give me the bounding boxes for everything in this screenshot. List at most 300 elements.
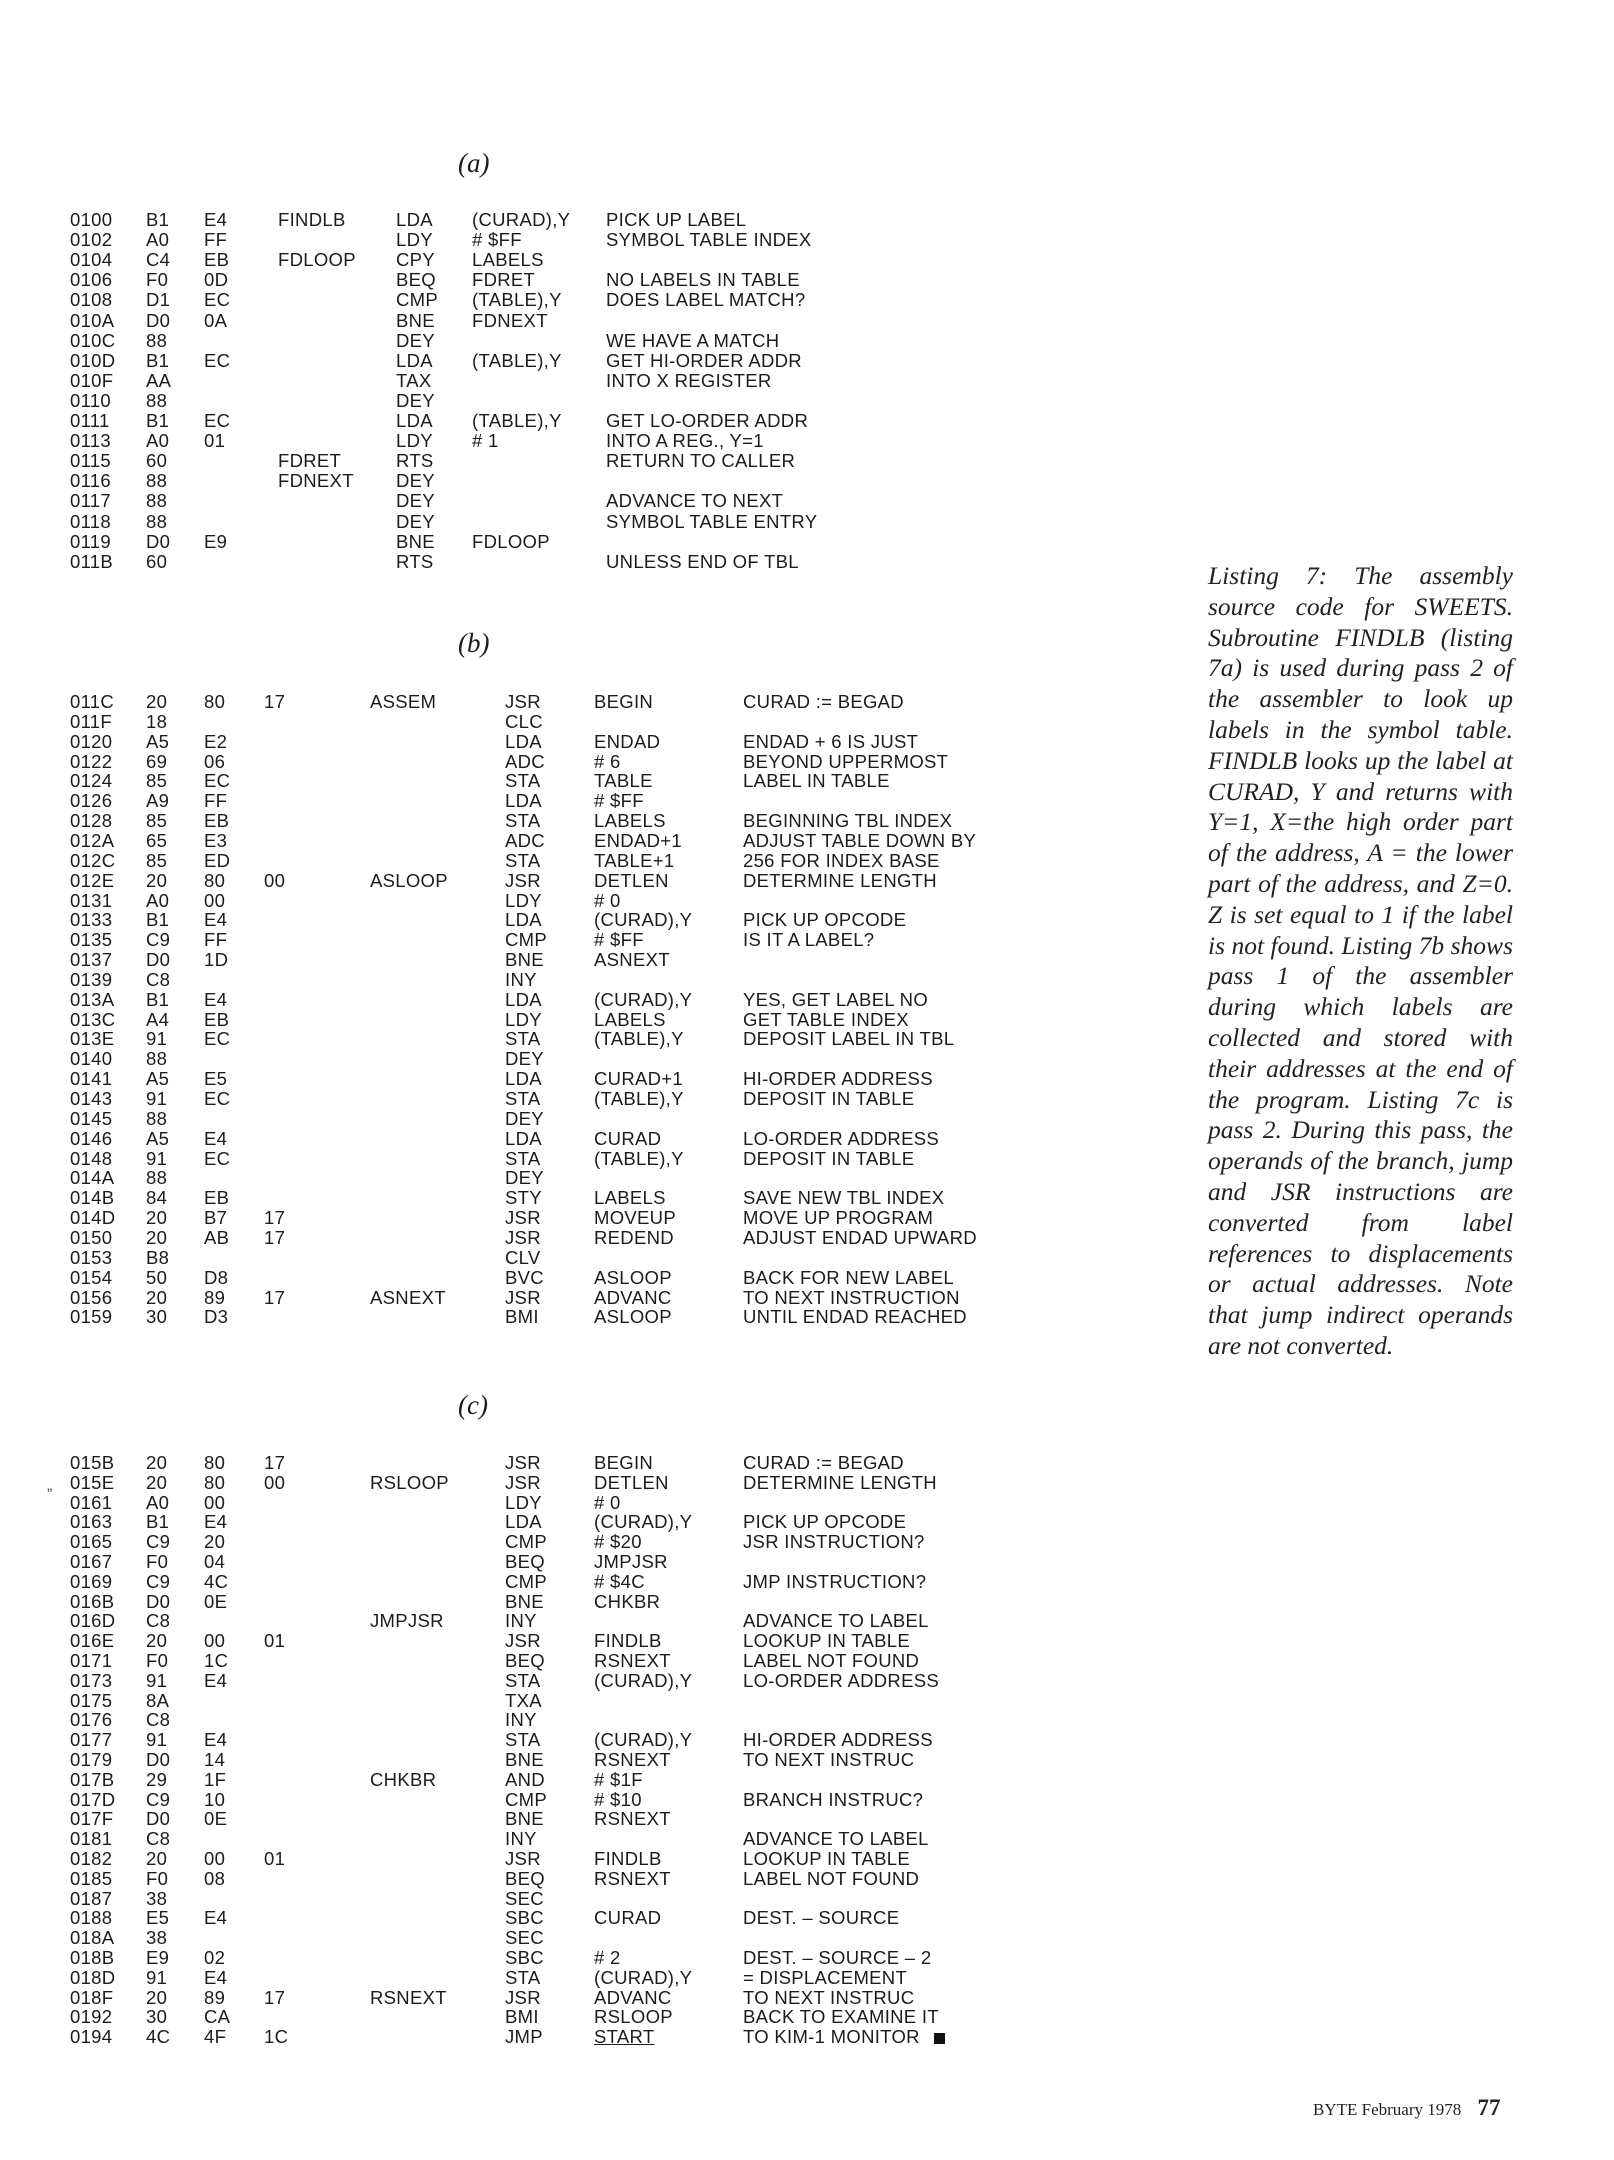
code-op1: 20	[146, 1452, 168, 1473]
code-op2: EB	[204, 249, 230, 271]
code-op2: E4	[204, 909, 228, 931]
code-op1: 20	[146, 1286, 168, 1308]
code-mnemonic: SBC	[505, 1947, 544, 1968]
code-op1: 85	[146, 810, 168, 832]
code-op3: 01	[264, 1848, 286, 1869]
code-operand: LABELS	[472, 249, 544, 271]
code-mnemonic: DEY	[396, 470, 435, 492]
code-op2: E5	[204, 1068, 228, 1090]
code-operand: (TABLE),Y	[594, 1088, 684, 1109]
code-operand: ADVANC	[594, 1986, 672, 2008]
code-op2: 4F	[204, 2026, 227, 2048]
code-label: ASSEM	[370, 691, 437, 712]
code-comment: TO NEXT INSTRUC	[743, 1986, 915, 2008]
code-addr: 0111	[70, 410, 110, 431]
code-comment: DEST. – SOURCE – 2	[743, 1947, 932, 1968]
code-mnemonic: DEY	[396, 329, 435, 351]
code-addr: 0173	[70, 1669, 113, 1691]
code-mnemonic: SBC	[505, 1907, 544, 1929]
code-op1: D0	[146, 1749, 171, 1770]
code-op2: E3	[204, 829, 228, 851]
code-op2: E4	[204, 1669, 228, 1691]
code-op1: D0	[146, 1808, 171, 1830]
code-mnemonic: BNE	[505, 1590, 544, 1612]
code-comment: LABEL NOT FOUND	[743, 1650, 920, 1671]
code-comment: LO-ORDER ADDRESS	[743, 1127, 940, 1149]
code-addr: 0108	[70, 289, 113, 311]
code-operand: DETLEN	[594, 1471, 669, 1493]
code-mnemonic: CMP	[396, 289, 439, 311]
code-comment: BRANCH INSTRUC?	[743, 1788, 924, 1810]
code-comment: YES, GET LABEL NO	[743, 988, 929, 1010]
page-footer	[1313, 2095, 1501, 2121]
code-comment: CURAD := BEGAD	[743, 1452, 904, 1473]
code-addr: 0102	[70, 229, 113, 251]
code-mnemonic: CMP	[505, 1788, 548, 1810]
code-comment: CURAD := BEGAD	[743, 691, 904, 712]
code-comment: ADVANCE TO NEXT	[606, 490, 784, 512]
code-mnemonic: STA	[505, 849, 541, 871]
code-op2: EC	[204, 289, 231, 311]
code-addr: 010D	[70, 349, 116, 371]
code-op2: 02	[204, 1947, 226, 1968]
code-mnemonic: SEC	[505, 1887, 544, 1909]
code-addr: 0118	[70, 510, 111, 532]
code-comment: NO LABELS IN TABLE	[606, 269, 800, 291]
magazine-issue: BYTE February 1978	[1313, 2100, 1462, 2119]
code-comment: ENDAD + 6 IS JUST	[743, 730, 919, 752]
code-addr: 0163	[70, 1511, 113, 1533]
code-mnemonic: INY	[505, 1610, 537, 1632]
code-operand: JMPJSR	[594, 1551, 668, 1572]
code-label: FINDLB	[278, 209, 346, 230]
code-operand: RSLOOP	[594, 2006, 673, 2028]
code-addr: 0192	[70, 2006, 113, 2028]
code-op1: B1	[146, 349, 170, 371]
code-addr: 0159	[70, 1306, 113, 1328]
code-mnemonic: LDA	[505, 909, 542, 931]
code-label: CHKBR	[370, 1768, 437, 1790]
code-op2: FF	[204, 229, 228, 251]
code-addr: 0120	[70, 730, 113, 752]
code-op2: 4C	[204, 1570, 229, 1592]
code-op2: 20	[204, 1531, 226, 1553]
code-operand: ENDAD+1	[594, 829, 682, 851]
code-op1: D0	[146, 309, 171, 331]
code-op2: 04	[204, 1551, 226, 1572]
code-mnemonic: BNE	[505, 949, 544, 971]
code-op3: 00	[264, 1471, 286, 1493]
code-op3: 17	[264, 1986, 286, 2008]
code-addr: 010F	[70, 369, 114, 391]
code-op1: A0	[146, 889, 170, 911]
code-op1: 85	[146, 849, 168, 871]
code-mnemonic: DEY	[396, 490, 435, 512]
code-op2: FF	[204, 790, 228, 812]
code-op1: C8	[146, 968, 171, 990]
code-mnemonic: TAX	[396, 369, 432, 391]
code-label: RSNEXT	[370, 1986, 447, 2008]
code-op1: 20	[146, 869, 168, 891]
code-mnemonic: JMP	[505, 2026, 543, 2048]
code-mnemonic: BMI	[505, 1306, 539, 1328]
code-op1: 91	[146, 1669, 168, 1691]
code-op1: 4C	[146, 2026, 171, 2048]
code-addr: 0179	[70, 1749, 113, 1770]
code-op2: 1F	[204, 1768, 227, 1790]
code-mnemonic: ADC	[505, 829, 545, 851]
code-mnemonic: LDA	[505, 1068, 542, 1090]
code-comment: GET HI-ORDER ADDR	[606, 349, 802, 371]
code-mnemonic: BMI	[505, 2006, 539, 2028]
code-operand: ASNEXT	[594, 949, 670, 971]
code-op2: 80	[204, 869, 226, 891]
code-comment: SAVE NEW TBL INDEX	[743, 1187, 945, 1209]
code-mnemonic: DEY	[396, 389, 435, 411]
code-addr: 0141	[70, 1068, 113, 1090]
code-addr: 014D	[70, 1207, 116, 1229]
code-op2: 89	[204, 1286, 226, 1308]
code-mnemonic: STY	[505, 1187, 542, 1209]
code-operand: FDRET	[472, 269, 536, 291]
code-addr: 0181	[70, 1828, 113, 1850]
code-mnemonic: RTS	[396, 450, 434, 472]
code-comment: GET LO-ORDER ADDR	[606, 410, 809, 431]
code-op1: E9	[146, 1947, 170, 1968]
code-operand: (CURAD),Y	[594, 1729, 693, 1751]
code-op2: FF	[204, 929, 228, 951]
code-op1: 38	[146, 1927, 168, 1949]
code-operand: ADVANC	[594, 1286, 672, 1308]
code-comment: ADJUST TABLE DOWN BY	[743, 829, 977, 851]
code-operand: FINDLB	[594, 1848, 662, 1869]
listing-a-heading: (a)	[458, 148, 490, 178]
code-op1: 91	[146, 1028, 168, 1050]
code-op1: C8	[146, 1709, 171, 1731]
code-mnemonic: LDA	[505, 790, 542, 812]
code-op2: D3	[204, 1306, 229, 1328]
code-op1: 69	[146, 750, 168, 772]
code-op1: 20	[146, 691, 168, 712]
code-mnemonic: BNE	[396, 309, 435, 331]
code-op2: 01	[204, 430, 226, 452]
code-comment: BACK TO EXAMINE IT	[743, 2006, 939, 2028]
code-comment: RETURN TO CALLER	[606, 450, 796, 472]
code-mnemonic: DEY	[505, 1107, 544, 1129]
code-op2: 06	[204, 750, 226, 772]
code-comment: TO NEXT INSTRUC	[743, 1749, 915, 1770]
code-addr: 017D	[70, 1788, 116, 1810]
code-addr: 015E	[70, 1471, 115, 1493]
code-mnemonic: LDY	[396, 430, 433, 452]
code-mnemonic: JSR	[505, 1630, 541, 1652]
code-comment: PICK UP OPCODE	[743, 1511, 907, 1533]
code-op2: EC	[204, 770, 231, 792]
code-op1: 38	[146, 1887, 168, 1909]
code-addr: 011B	[70, 550, 114, 572]
code-operand: # $FF	[594, 929, 644, 951]
code-operand: DETLEN	[594, 869, 669, 891]
code-op3: 17	[264, 1286, 286, 1308]
code-addr: 0104	[70, 249, 113, 271]
code-addr: 018B	[70, 1947, 115, 1968]
code-op1: 85	[146, 770, 168, 792]
code-mnemonic: JSR	[505, 1207, 541, 1229]
code-op1: A5	[146, 730, 170, 752]
code-op2: EC	[204, 349, 231, 371]
code-addr: 0188	[70, 1907, 113, 1929]
code-operand: # $4C	[594, 1570, 645, 1592]
code-comment: JSR INSTRUCTION?	[743, 1531, 925, 1553]
code-mnemonic: JSR	[505, 1986, 541, 2008]
code-mnemonic: JSR	[505, 1452, 541, 1473]
code-operand: ASLOOP	[594, 1306, 672, 1328]
code-addr: 0131	[70, 889, 113, 911]
code-op2: AB	[204, 1226, 230, 1248]
code-addr: 0137	[70, 949, 113, 971]
code-addr: 0182	[70, 1848, 113, 1869]
code-mnemonic: BVC	[505, 1266, 544, 1288]
code-comment: 256 FOR INDEX BASE	[743, 849, 940, 871]
code-op2: EB	[204, 1187, 230, 1209]
code-op1: 91	[146, 1088, 168, 1109]
code-addr: 0140	[70, 1048, 113, 1070]
code-addr: 014B	[70, 1187, 115, 1209]
code-op1: 20	[146, 1207, 168, 1229]
code-comment: PICK UP LABEL	[606, 209, 747, 230]
code-op1: 88	[146, 1107, 168, 1129]
code-mnemonic: STA	[505, 1088, 541, 1109]
code-mnemonic: RTS	[396, 550, 434, 572]
code-operand: REDEND	[594, 1226, 674, 1248]
code-op1: A5	[146, 1068, 170, 1090]
code-addr: 0167	[70, 1551, 113, 1572]
code-comment: = DISPLACEMENT	[743, 1966, 908, 1988]
code-op1: B1	[146, 1511, 170, 1533]
code-op1: A9	[146, 790, 170, 812]
code-op1: D0	[146, 530, 171, 552]
code-comment: HI-ORDER ADDRESS	[743, 1729, 933, 1751]
code-operand: CURAD	[594, 1907, 662, 1929]
code-operand: RSNEXT	[594, 1867, 671, 1889]
code-operand: FDNEXT	[472, 309, 548, 331]
code-op2: 00	[204, 1491, 226, 1513]
code-mnemonic: INY	[505, 1709, 537, 1731]
code-operand: TABLE+1	[594, 849, 675, 871]
code-comment: LOOKUP IN TABLE	[743, 1630, 910, 1652]
code-op2: 80	[204, 691, 226, 712]
code-mnemonic: LDA	[396, 209, 433, 230]
code-mnemonic: SEC	[505, 1927, 544, 1949]
code-mnemonic: CPY	[396, 249, 435, 271]
code-comment: GET TABLE INDEX	[743, 1008, 909, 1030]
code-op2: EC	[204, 1028, 231, 1050]
code-mnemonic: LDY	[505, 1491, 542, 1513]
code-op2: 80	[204, 1452, 226, 1473]
code-addr: 0187	[70, 1887, 113, 1909]
code-mnemonic: CLC	[505, 710, 543, 732]
code-addr: 013A	[70, 988, 115, 1010]
code-addr: 0150	[70, 1226, 113, 1248]
code-mnemonic: LDA	[505, 730, 542, 752]
page-number: 77	[1477, 2095, 1501, 2120]
code-comment: DETERMINE LENGTH	[743, 869, 937, 891]
code-addr: 0122	[70, 750, 113, 772]
code-addr: 0146	[70, 1127, 113, 1149]
code-operand: (TABLE),Y	[472, 410, 562, 431]
code-addr: 018F	[70, 1986, 114, 2008]
code-addr: 011C	[70, 691, 115, 712]
code-addr: 0175	[70, 1689, 113, 1711]
code-op2: ED	[204, 849, 231, 871]
code-op2: 80	[204, 1471, 226, 1493]
code-addr: 015B	[70, 1452, 115, 1473]
code-label: RSLOOP	[370, 1471, 449, 1493]
code-operand: TABLE	[594, 770, 653, 792]
code-mnemonic: ADC	[505, 750, 545, 772]
code-op2: 00	[204, 1848, 226, 1869]
code-addr: 012C	[70, 849, 116, 871]
code-label: ASNEXT	[370, 1286, 446, 1308]
code-operand: RSNEXT	[594, 1650, 671, 1671]
code-mnemonic: STA	[505, 1669, 541, 1691]
code-op2: CA	[204, 2006, 231, 2028]
code-comment: BACK FOR NEW LABEL	[743, 1266, 955, 1288]
code-op1: A5	[146, 1127, 170, 1149]
code-operand: ENDAD	[594, 730, 661, 752]
code-mnemonic: STA	[505, 1147, 541, 1169]
code-op1: A0	[146, 430, 170, 452]
code-mnemonic: LDA	[396, 410, 433, 431]
code-mnemonic: STA	[505, 770, 541, 792]
code-op1: 88	[146, 1167, 168, 1189]
code-op1: F0	[146, 1867, 169, 1889]
code-op3: 17	[264, 1226, 286, 1248]
code-op1: 91	[146, 1966, 168, 1988]
code-addr: 0194	[70, 2026, 113, 2048]
code-comment: DOES LABEL MATCH?	[606, 289, 806, 311]
code-mnemonic: JSR	[505, 1848, 541, 1869]
code-op1: 20	[146, 1226, 168, 1248]
code-op2: 08	[204, 1867, 226, 1889]
code-mnemonic: CMP	[505, 1531, 548, 1553]
code-comment: DEST. – SOURCE	[743, 1907, 900, 1929]
code-addr: 018A	[70, 1927, 115, 1949]
code-operand: FINDLB	[594, 1630, 662, 1652]
code-comment: JMP INSTRUCTION?	[743, 1570, 927, 1592]
code-mnemonic: TXA	[505, 1689, 542, 1711]
code-addr: 011F	[70, 710, 112, 732]
code-operand: LABELS	[594, 810, 666, 832]
code-mnemonic: INY	[505, 968, 537, 990]
code-op2: D8	[204, 1266, 229, 1288]
code-addr: 010C	[70, 329, 116, 351]
code-comment: WE HAVE A MATCH	[606, 329, 780, 351]
code-mnemonic: LDA	[505, 988, 542, 1010]
code-comment: DEPOSIT IN TABLE	[743, 1147, 915, 1169]
code-addr: 0139	[70, 968, 113, 990]
code-addr: 0135	[70, 929, 113, 951]
code-addr: 0116	[70, 470, 111, 492]
code-op1: B1	[146, 209, 170, 230]
code-mnemonic: DEY	[396, 510, 435, 532]
code-comment: LOOKUP IN TABLE	[743, 1848, 910, 1869]
code-comment: BEGINNING TBL INDEX	[743, 810, 953, 832]
listing-c-heading: (c)	[458, 1390, 488, 1420]
code-operand: # $FF	[594, 790, 644, 812]
code-addr: 0156	[70, 1286, 113, 1308]
code-addr: 0117	[70, 490, 111, 512]
code-label: JMPJSR	[370, 1610, 444, 1632]
code-operand: CURAD+1	[594, 1068, 683, 1090]
code-op1: 50	[146, 1266, 168, 1288]
code-addr: 012E	[70, 869, 115, 891]
code-addr: 016B	[70, 1590, 115, 1612]
code-op2: 1C	[204, 1650, 229, 1671]
code-op1: A0	[146, 229, 170, 251]
code-op1: 88	[146, 490, 168, 512]
code-addr: 0126	[70, 790, 113, 812]
code-operand: (TABLE),Y	[594, 1028, 684, 1050]
code-operand: BEGIN	[594, 691, 654, 712]
code-operand: (CURAD),Y	[472, 209, 571, 230]
code-mnemonic: STA	[505, 1966, 541, 1988]
code-op2: 00	[204, 889, 226, 911]
code-comment: LABEL NOT FOUND	[743, 1867, 920, 1889]
code-op1: A0	[146, 1491, 170, 1513]
code-op1: C8	[146, 1828, 171, 1850]
code-operand: # 1	[472, 430, 499, 452]
code-operand: CURAD	[594, 1127, 662, 1149]
code-op2: 14	[204, 1749, 226, 1770]
code-addr: 0145	[70, 1107, 113, 1129]
code-mnemonic: STA	[505, 1729, 541, 1751]
code-op3: 17	[264, 691, 286, 712]
code-operand: (CURAD),Y	[594, 1669, 693, 1691]
code-op1: AA	[146, 369, 172, 391]
code-op2: EC	[204, 410, 231, 431]
code-mnemonic: LDA	[396, 349, 433, 371]
code-addr: 0133	[70, 909, 113, 931]
code-op2: E2	[204, 730, 228, 752]
code-op1: C9	[146, 929, 171, 951]
code-operand: (TABLE),Y	[472, 349, 562, 371]
code-op1: 20	[146, 1848, 168, 1869]
code-comment: HI-ORDER ADDRESS	[743, 1068, 933, 1090]
code-operand: RSNEXT	[594, 1808, 671, 1830]
code-addr: 0110	[70, 389, 111, 411]
code-addr: 017F	[70, 1808, 114, 1830]
code-mnemonic: JSR	[505, 1226, 541, 1248]
code-comment: SYMBOL TABLE ENTRY	[606, 510, 818, 532]
code-operand: # $20	[594, 1531, 642, 1553]
code-comment: INTO X REGISTER	[606, 369, 772, 391]
code-addr: 0153	[70, 1246, 113, 1268]
code-operand: RSNEXT	[594, 1749, 671, 1770]
code-op1: C8	[146, 1610, 171, 1632]
code-op2: EB	[204, 1008, 230, 1030]
code-comment: INTO A REG., Y=1	[606, 430, 764, 452]
code-comment: ADJUST ENDAD UPWARD	[743, 1226, 977, 1248]
code-addr: 0124	[70, 770, 113, 792]
code-addr: 0148	[70, 1147, 113, 1169]
code-op1: 30	[146, 2006, 168, 2028]
code-op2: 00	[204, 1630, 226, 1652]
code-op1: C9	[146, 1531, 171, 1553]
code-addr: 013C	[70, 1008, 116, 1030]
code-op2: B7	[204, 1207, 228, 1229]
code-operand: (CURAD),Y	[594, 1966, 693, 1988]
